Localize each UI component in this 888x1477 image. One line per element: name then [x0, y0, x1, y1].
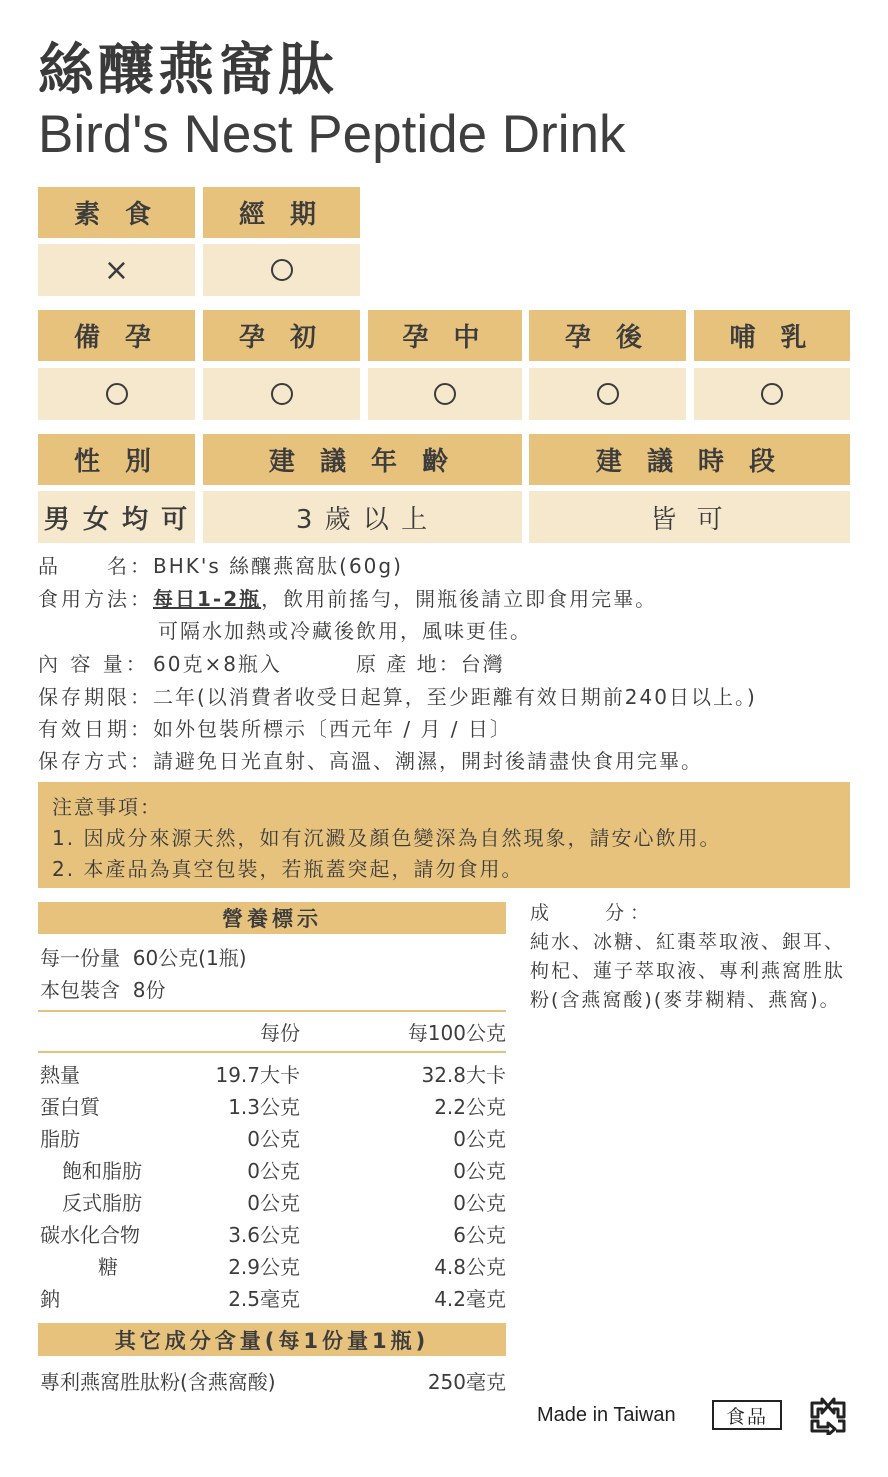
ingredients-text: 純水、冰糖、紅棗萃取液、銀耳、枸杞、蓮子萃取液、專利燕窩胜肽粉(含燕窩酸)(麥芽糊精、燕窩)。 [530, 931, 846, 1011]
info-label: 有效日期： [38, 717, 153, 741]
grid-header-preconception: 備 孕 [38, 310, 195, 361]
nutrient-per-serving: 2.5毫克 [228, 1287, 300, 1311]
nutrient-name: 飽和脂肪 [62, 1159, 142, 1183]
package-value: 8份 [132, 978, 166, 1002]
circle-icon [271, 383, 293, 405]
nutrient-name: 反式脂肪 [62, 1191, 142, 1215]
info-origin [356, 650, 505, 678]
grid-value-vegetarian: × [38, 244, 195, 296]
grid-value-gender: 男 女 均 可 [38, 491, 195, 543]
nutrition-row [38, 1123, 506, 1155]
nutrient-per-serving: 3.6公克 [228, 1223, 300, 1247]
grid-header-vegetarian: 素 食 [38, 187, 195, 238]
made-in-taiwan: Made in Taiwan [537, 1404, 676, 1426]
nutrition-row [38, 1219, 506, 1251]
nutrient-per-100g: 0公克 [453, 1159, 506, 1183]
circle-icon [761, 383, 783, 405]
nutrient-per-100g: 32.8大卡 [421, 1063, 506, 1087]
info-label: 食用方法： [38, 587, 153, 611]
nutrient-per-serving: 0公克 [247, 1127, 300, 1151]
info-value: ，飲用前搖勻，開瓶後請立即食用完畢。 [261, 587, 658, 611]
nutrient-per-100g: 0公克 [453, 1127, 506, 1151]
grid-header-age: 建 議 年 齡 [203, 434, 522, 485]
info-value: 60克×8瓶入 [153, 652, 282, 676]
info-label: 原 產 地： [356, 652, 461, 676]
info-value: 請避免日光直射、高溫、潮濕，開封後請盡快食用完畢。 [153, 749, 703, 773]
column-per-100g: 每100公克 [407, 1021, 506, 1045]
recycle-icon [808, 1395, 848, 1435]
circle-icon [434, 383, 456, 405]
nutrient-per-serving: 1.3公克 [228, 1095, 300, 1119]
other-components-title: 其它成分含量(每1份量1瓶) [38, 1323, 506, 1356]
serving-label: 每一份量 [40, 946, 120, 970]
info-label: 內 容 量： [38, 652, 149, 676]
nutrient-name: 碳水化合物 [40, 1223, 140, 1247]
serving-value: 60公克(1瓶) [132, 946, 247, 970]
info-value: 二年(以消費者收受日起算，至少距離有效日期前240日以上。) [153, 685, 757, 709]
grid-header-menstruation: 經 期 [203, 187, 360, 238]
info-storage [38, 747, 703, 775]
grid-header-time: 建 議 時 段 [529, 434, 850, 485]
circle-icon [597, 383, 619, 405]
info-content [38, 650, 282, 678]
grid-header-breastfeeding: 哺 乳 [694, 310, 850, 361]
info-value: BHK's 絲釀燕窩肽(60g) [153, 554, 403, 578]
info-label: 保存方式： [38, 749, 153, 773]
nutrient-per-serving: 0公克 [247, 1159, 300, 1183]
notice-item: 1. 因成分來源天然，如有沉澱及顏色變深為自然現象，請安心飲用。 [52, 826, 722, 850]
package-label: 本包裝含 [40, 978, 120, 1002]
column-per-serving: 每份 [260, 1021, 300, 1045]
grid-header-late-pregnancy: 孕 後 [529, 310, 686, 361]
info-value: 台灣 [460, 652, 505, 676]
circle-icon [106, 383, 128, 405]
nutrition-title: 營養標示 [38, 902, 506, 934]
grid-value-menstruation [203, 244, 360, 296]
circle-icon [271, 259, 293, 281]
nutrient-per-100g: 2.2公克 [434, 1095, 506, 1119]
other-components-row [38, 1366, 506, 1398]
nutrition-row [38, 1187, 506, 1219]
other-component-value: 250毫克 [427, 1370, 506, 1394]
info-usage-line2: 可隔水加熱或冷藏後飲用，風味更佳。 [158, 619, 532, 643]
grid-value-late-pregnancy [529, 368, 686, 420]
nutrient-name: 蛋白質 [40, 1095, 100, 1119]
nutrient-name: 脂肪 [40, 1127, 80, 1151]
other-component-name: 專利燕窩胜肽粉(含燕窩酸) [40, 1370, 276, 1394]
nutrition-row [38, 1251, 506, 1283]
nutrient-per-serving: 0公克 [247, 1191, 300, 1215]
nutrient-per-serving: 19.7大卡 [215, 1063, 300, 1087]
nutrient-name: 熱量 [40, 1063, 80, 1087]
nutrient-per-100g: 4.8公克 [434, 1255, 506, 1279]
food-badge: 食品 [712, 1400, 782, 1430]
grid-value-age: 3 歲 以 上 [203, 491, 522, 543]
info-shelf-life [38, 683, 757, 711]
grid-header-early-pregnancy: 孕 初 [203, 310, 360, 361]
nutrient-per-100g: 6公克 [453, 1223, 506, 1247]
product-title-en: Bird's Nest Peptide Drink [38, 105, 626, 164]
nutrient-name: 鈉 [40, 1287, 60, 1311]
info-expiry [38, 715, 512, 743]
grid-value-time: 皆 可 [529, 491, 850, 543]
info-label: 保存期限： [38, 685, 153, 709]
info-value: 如外包裝所標示〔西元年 / 月 / 日〕 [153, 717, 512, 741]
nutrient-name: 糖 [98, 1255, 118, 1279]
nutrient-per-serving: 2.9公克 [228, 1255, 300, 1279]
nutrient-per-100g: 4.2毫克 [434, 1287, 506, 1311]
product-title-zh: 絲釀燕窩肽 [38, 38, 338, 103]
notice-box [38, 782, 850, 888]
nutrition-row [38, 1059, 506, 1091]
usage-highlight: 每日1-2瓶 [153, 587, 262, 611]
grid-header-mid-pregnancy: 孕 中 [368, 310, 522, 361]
grid-value-mid-pregnancy [368, 368, 522, 420]
nutrition-row [38, 1155, 506, 1187]
notice-item: 2. 本產品為真空包裝，若瓶蓋突起，請勿食用。 [52, 857, 524, 881]
nutrition-row [38, 1283, 506, 1315]
package-servings [40, 976, 165, 1004]
divider [38, 1010, 506, 1012]
serving-size [40, 944, 247, 972]
grid-value-breastfeeding [694, 368, 850, 420]
notice-title: 注意事項： [52, 795, 162, 819]
grid-value-preconception [38, 368, 195, 420]
nutrition-row [38, 1091, 506, 1123]
info-usage [38, 585, 657, 613]
info-label: 品 名： [38, 554, 153, 578]
nutrition-column-headers [38, 1016, 506, 1050]
grid-value-early-pregnancy [203, 368, 360, 420]
grid-header-gender: 性 別 [38, 434, 195, 485]
ingredients [530, 899, 852, 1015]
divider [38, 1051, 506, 1053]
ingredients-label: 成 分： [530, 902, 656, 924]
info-name [38, 552, 403, 580]
nutrient-per-100g: 0公克 [453, 1191, 506, 1215]
